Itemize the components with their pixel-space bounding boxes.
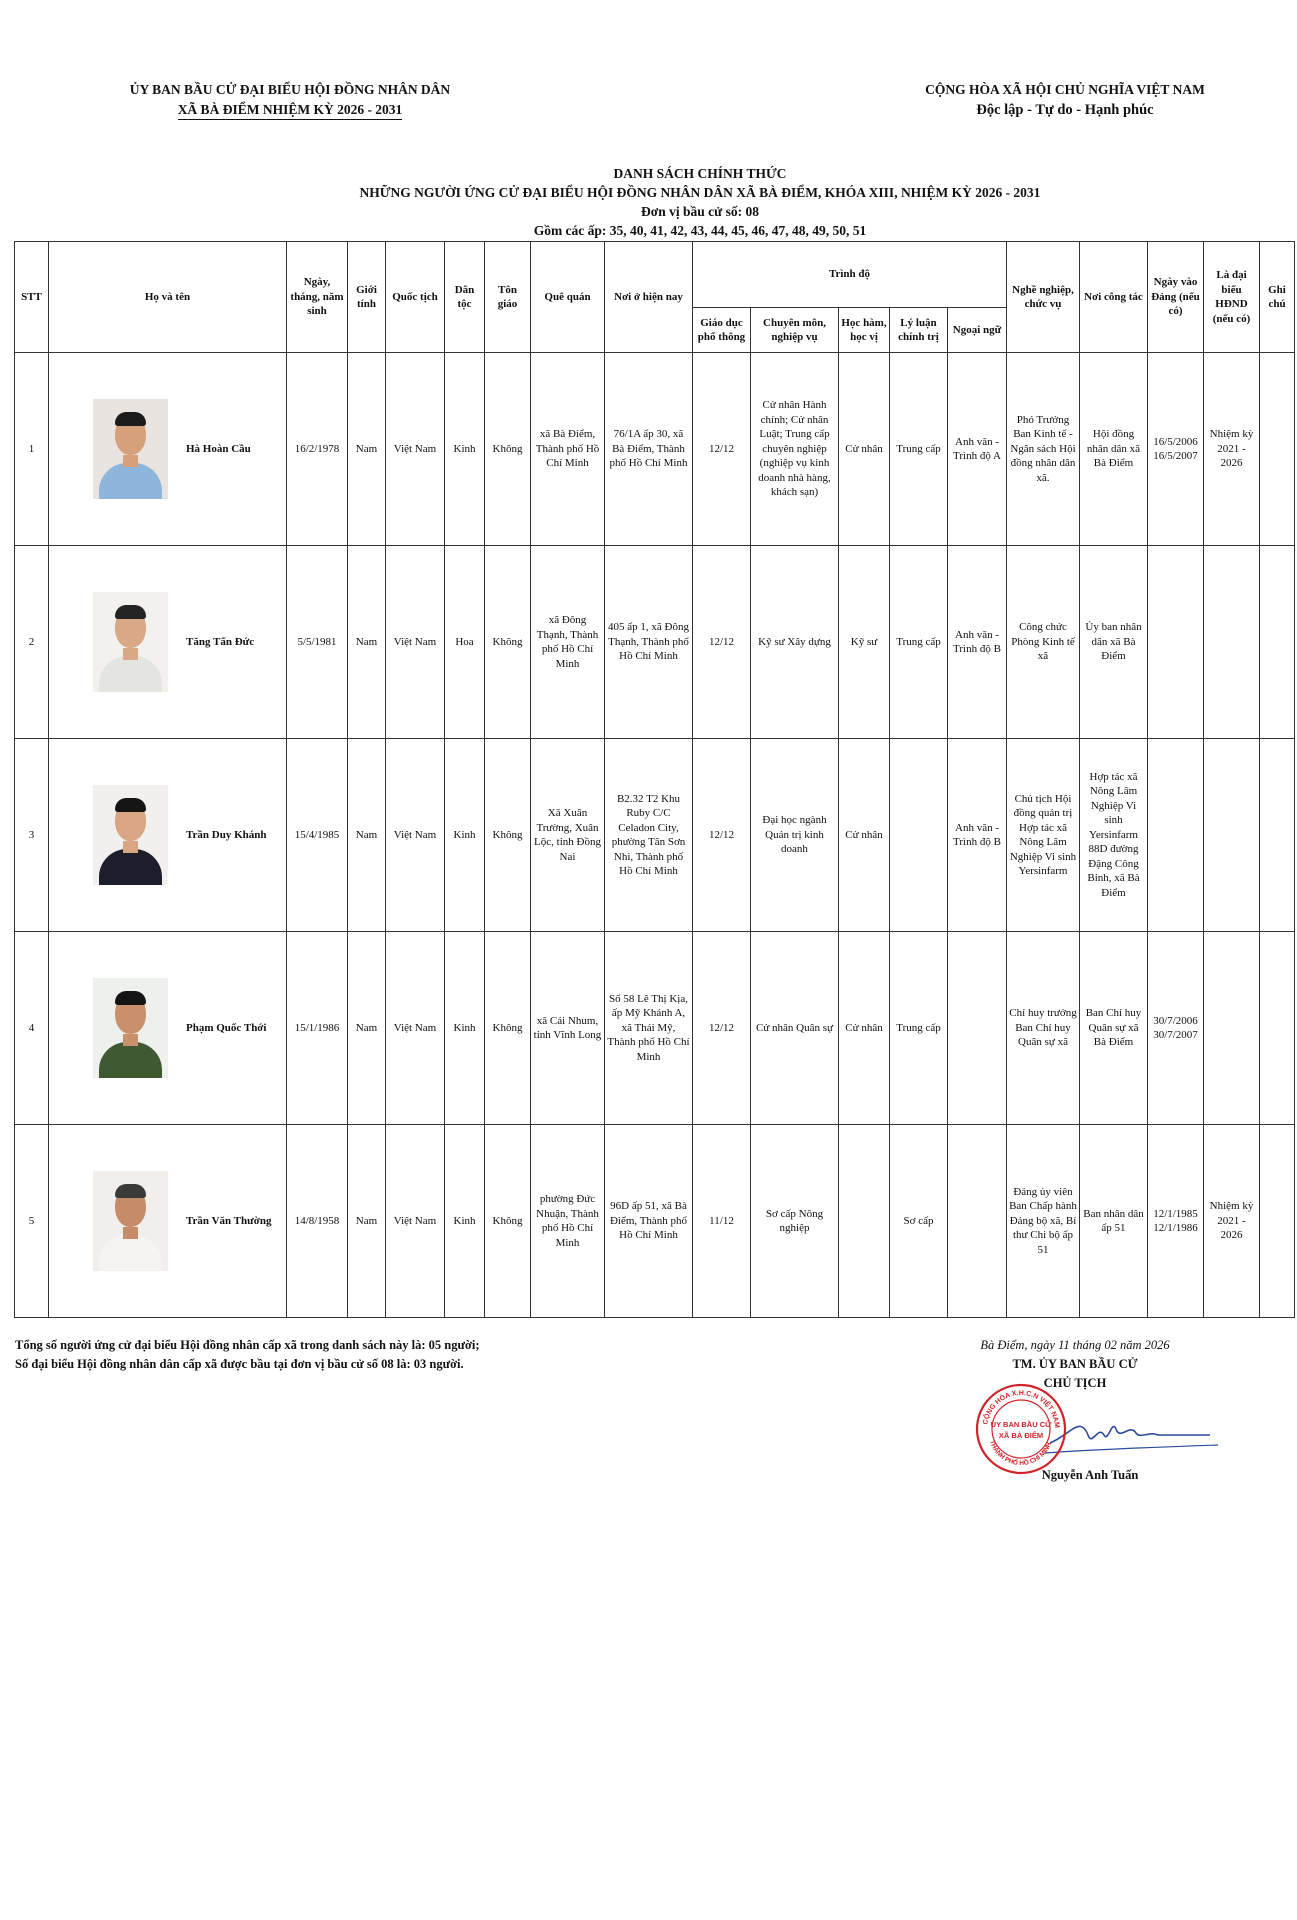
summary-total: Tổng số người ứng cử đại biểu Hội đồng nhân cấp xã trong danh sách này là: 05 người;	[15, 1338, 480, 1352]
table-row	[15, 546, 1295, 739]
cell-residence: 405 ấp 1, xã Đông Thạnh, Thành phố Hồ Chí Minh	[605, 546, 693, 739]
col-general-edu: Giáo dục phổ thông	[693, 308, 751, 353]
cell-dob: 5/5/1981	[287, 546, 348, 739]
cell-specialty: Cử nhân Quân sự	[751, 932, 839, 1125]
cell-party	[1148, 546, 1204, 739]
col-language: Ngoại ngữ	[948, 308, 1007, 353]
col-ethnicity: Dân tộc	[445, 242, 485, 353]
cell-occupation: Đảng ủy viên Ban Chấp hành Đảng bộ xã, Bí thư Chi bộ ấp 51	[1007, 1125, 1080, 1318]
col-gender: Giới tính	[348, 242, 386, 353]
cell-language	[948, 1125, 1007, 1318]
col-note: Ghi chú	[1260, 242, 1295, 353]
cell-language: Anh văn - Trình độ B	[948, 546, 1007, 739]
cell-ethnicity: Kinh	[445, 739, 485, 932]
cell-hometown: Xã Xuân Trường, Xuân Lộc, tỉnh Đồng Nai	[531, 739, 605, 932]
cell-language: Anh văn - Trình độ B	[948, 739, 1007, 932]
cell-hdnd: Nhiệm kỳ 2021 - 2026	[1204, 1125, 1260, 1318]
cell-stt: 1	[15, 353, 49, 546]
cell-party	[1148, 739, 1204, 932]
candidate-photo	[93, 592, 168, 692]
cell-note	[1260, 546, 1295, 739]
col-education-group: Trình độ	[693, 242, 1007, 308]
cell-language	[948, 932, 1007, 1125]
candidate-name: Trần Văn Thường	[186, 1214, 272, 1227]
cell-political: Sơ cấp	[890, 1125, 948, 1318]
national-header	[900, 80, 1230, 120]
cell-gender: Nam	[348, 739, 386, 932]
cell-party	[1148, 1125, 1204, 1318]
party-date-line2: 12/1/1986	[1153, 1222, 1198, 1234]
col-residence: Nơi ở hiện nay	[605, 242, 693, 353]
cell-nationality: Việt Nam	[386, 1125, 445, 1318]
cell-name	[49, 739, 287, 932]
cell-dob: 14/8/1958	[287, 1125, 348, 1318]
cell-ethnicity: Kinh	[445, 1125, 485, 1318]
col-stt: STT	[15, 242, 49, 353]
cell-occupation: Phó Trưởng Ban Kinh tế - Ngân sách Hội đồng nhân dân xã.	[1007, 353, 1080, 546]
cell-specialty: Đại học ngành Quản trị kinh doanh	[751, 739, 839, 932]
signing-org: TM. ỦY BAN BẦU CỬ	[1012, 1357, 1138, 1371]
cell-stt: 5	[15, 1125, 49, 1318]
cell-note	[1260, 739, 1295, 932]
cell-degree: Cử nhân	[839, 739, 890, 932]
title-line1: DANH SÁCH CHÍNH THỨC	[613, 166, 787, 181]
cell-hometown: xã Bà Điểm, Thành phố Hồ Chí Minh	[531, 353, 605, 546]
cell-residence: B2.32 T2 Khu Ruby C/C Celadon City, phường Tân Sơn Nhì, Thành phố Hồ Chí Minh	[605, 739, 693, 932]
issuer-line1: ỦY BAN BẦU CỬ ĐẠI BIỂU HỘI ĐỒNG NHÂN DÂN	[129, 82, 451, 97]
col-name: Họ và tên	[49, 242, 287, 353]
cell-name	[49, 353, 287, 546]
cell-hometown: xã Đông Thạnh, Thành phố Hồ Chí Minh	[531, 546, 605, 739]
cell-hometown: xã Cái Nhum, tỉnh Vĩnh Long	[531, 932, 605, 1125]
summary-notes	[15, 1336, 480, 1374]
cell-religion: Không	[485, 932, 531, 1125]
col-hometown: Quê quán	[531, 242, 605, 353]
cell-religion: Không	[485, 353, 531, 546]
col-workplace: Nơi công tác	[1080, 242, 1148, 353]
cell-residence: 76/1A ấp 30, xã Bà Điểm, Thành phố Hồ Chí Minh	[605, 353, 693, 546]
candidate-photo	[93, 1171, 168, 1271]
cell-general-edu: 11/12	[693, 1125, 751, 1318]
cell-specialty: Sơ cấp Nông nghiệp	[751, 1125, 839, 1318]
document-title	[200, 164, 1200, 240]
cell-political	[890, 739, 948, 932]
table-row	[15, 1125, 1295, 1318]
issuer-line2-text: XÃ BÀ ĐIỂM NHIỆM KỲ 2026 - 2031	[178, 101, 403, 120]
cell-gender: Nam	[348, 932, 386, 1125]
cell-party	[1148, 353, 1204, 546]
signing-position: CHỦ TỊCH	[1043, 1376, 1107, 1390]
candidate-table	[14, 241, 1295, 1318]
cell-dob: 16/2/1978	[287, 353, 348, 546]
candidate-photo	[93, 978, 168, 1078]
cell-hdnd: Nhiệm kỳ 2021 - 2026	[1204, 353, 1260, 546]
col-religion: Tôn giáo	[485, 242, 531, 353]
cell-gender: Nam	[348, 546, 386, 739]
candidate-photo	[93, 399, 168, 499]
signer-name: Nguyễn Anh Tuấn	[1041, 1468, 1139, 1482]
cell-general-edu: 12/12	[693, 932, 751, 1125]
candidate-photo	[93, 785, 168, 885]
cell-hdnd	[1204, 932, 1260, 1125]
table-row	[15, 932, 1295, 1125]
cell-political: Trung cấp	[890, 546, 948, 739]
cell-political: Trung cấp	[890, 353, 948, 546]
cell-nationality: Việt Nam	[386, 932, 445, 1125]
official-seal	[975, 1383, 1067, 1475]
cell-nationality: Việt Nam	[386, 546, 445, 739]
party-date-line2: 16/5/2007	[1153, 450, 1198, 462]
cell-gender: Nam	[348, 353, 386, 546]
cell-workplace: Ban Chỉ huy Quân sự xã Bà Điểm	[1080, 932, 1148, 1125]
title-line2: NHỮNG NGƯỜI ỨNG CỬ ĐẠI BIỂU HỘI ĐỒNG NHÂN DÂN XÃ BÀ ĐIỂM, KHÓA XIII, NHIỆM KỲ 2026 - 2031	[359, 185, 1041, 200]
col-specialty: Chuyên môn, nghiệp vụ	[751, 308, 839, 353]
cell-stt: 4	[15, 932, 49, 1125]
cell-occupation: Chỉ huy trưởng Ban Chỉ huy Quân sự xã	[1007, 932, 1080, 1125]
cell-workplace: Ban nhân dân ấp 51	[1080, 1125, 1148, 1318]
party-date-line2: 30/7/2007	[1153, 1029, 1198, 1041]
svg-text:XÃ BÀ ĐIỂM: XÃ BÀ ĐIỂM	[998, 1431, 1044, 1440]
svg-text:CỘNG HÒA X.H.C.N VIỆT NAM: CỘNG HÒA X.H.C.N VIỆT NAM	[982, 1389, 1061, 1429]
cell-political: Trung cấp	[890, 932, 948, 1125]
cell-language: Anh văn - Trình độ A	[948, 353, 1007, 546]
candidate-name: Phạm Quốc Thới	[186, 1021, 267, 1034]
cell-degree: Cử nhân	[839, 932, 890, 1125]
cell-religion: Không	[485, 1125, 531, 1318]
cell-general-edu: 12/12	[693, 546, 751, 739]
cell-hometown: phường Đức Nhuận, Thành phố Hồ Chí Minh	[531, 1125, 605, 1318]
issuer-line2	[110, 100, 470, 120]
cell-name	[49, 1125, 287, 1318]
svg-text:ỦY BAN BẦU CỬ: ỦY BAN BẦU CỬ	[990, 1420, 1052, 1429]
cell-occupation: Công chức Phòng Kinh tế xã	[1007, 546, 1080, 739]
col-hdnd: Là đại biểu HĐND (nếu có)	[1204, 242, 1260, 353]
cell-workplace: Hợp tác xã Nông Lâm Nghiệp Vi sinh Yersinfarm 88D đường Đặng Công Bỉnh, xã Bà Điểm	[1080, 739, 1148, 932]
col-occupation: Nghề nghiệp, chức vụ	[1007, 242, 1080, 353]
cell-stt: 3	[15, 739, 49, 932]
table-row	[15, 739, 1295, 932]
candidate-name: Tăng Tấn Đức	[186, 635, 255, 648]
title-line3: Đơn vị bầu cử số: 08	[641, 204, 759, 219]
party-date-line1: 30/7/2006	[1153, 1014, 1198, 1027]
col-dob: Ngày, tháng, năm sinh	[287, 242, 348, 353]
cell-stt: 2	[15, 546, 49, 739]
cell-religion: Không	[485, 546, 531, 739]
candidate-name: Trần Duy Khánh	[186, 828, 267, 841]
cell-dob: 15/4/1985	[287, 739, 348, 932]
cell-occupation: Chủ tịch Hội đồng quản trị Hợp tác xã Nông Lâm Nghiệp Vi sinh Yersinfarm	[1007, 739, 1080, 932]
cell-workplace: Hội đồng nhân dân xã Bà Điểm	[1080, 353, 1148, 546]
cell-dob: 15/1/1986	[287, 932, 348, 1125]
cell-name	[49, 546, 287, 739]
svg-text:THÀNH PHỐ HỒ CHÍ MINH: THÀNH PHỐ HỒ CHÍ MINH	[988, 1439, 1054, 1468]
cell-hdnd	[1204, 739, 1260, 932]
cell-note	[1260, 353, 1295, 546]
cell-specialty: Cử nhân Hành chính; Cử nhân Luật; Trung cấp chuyên nghiệp (nghiệp vụ kinh doanh nhà hàng, khách sạn)	[751, 353, 839, 546]
cell-note	[1260, 1125, 1295, 1318]
national-motto: Độc lập - Tự do - Hạnh phúc	[976, 102, 1154, 118]
cell-party	[1148, 932, 1204, 1125]
col-party-date: Ngày vào Đảng (nếu có)	[1148, 242, 1204, 353]
handwritten-signature	[1040, 1405, 1220, 1465]
cell-hdnd	[1204, 546, 1260, 739]
cell-note	[1260, 932, 1295, 1125]
cell-general-edu: 12/12	[693, 739, 751, 932]
col-political: Lý luận chính trị	[890, 308, 948, 353]
cell-ethnicity: Kinh	[445, 932, 485, 1125]
party-date-line1: 16/5/2006	[1153, 435, 1198, 448]
cell-ethnicity: Kinh	[445, 353, 485, 546]
summary-seats: Số đại biểu Hội đồng nhân dân cấp xã được bầu tại đơn vị bầu cử số 08 là: 03 người.	[15, 1357, 464, 1371]
cell-nationality: Việt Nam	[386, 353, 445, 546]
cell-ethnicity: Hoa	[445, 546, 485, 739]
party-date-line1: 12/1/1985	[1153, 1207, 1198, 1220]
cell-degree: Kỹ sư	[839, 546, 890, 739]
candidate-name: Hà Hoàn Cầu	[186, 442, 251, 455]
cell-nationality: Việt Nam	[386, 739, 445, 932]
table-row	[15, 353, 1295, 546]
title-line4: Gồm các ấp: 35, 40, 41, 42, 43, 44, 45, 46, 47, 48, 49, 50, 51	[533, 223, 867, 238]
cell-workplace: Ủy ban nhân dân xã Bà Điểm	[1080, 546, 1148, 739]
cell-general-edu: 12/12	[693, 353, 751, 546]
cell-residence: Số 58 Lê Thị Kịa, ấp Mỹ Khánh A, xã Thái Mỹ, Thành phố Hồ Chí Minh	[605, 932, 693, 1125]
date-place: Bà Điểm, ngày 11 tháng 02 năm 2026	[980, 1338, 1170, 1352]
col-degree: Học hàm, học vị	[839, 308, 890, 353]
cell-name	[49, 932, 287, 1125]
cell-degree: Cử nhân	[839, 353, 890, 546]
cell-degree	[839, 1125, 890, 1318]
cell-religion: Không	[485, 739, 531, 932]
national-line1: CỘNG HÒA XÃ HỘI CHỦ NGHĨA VIỆT NAM	[925, 82, 1205, 97]
cell-residence: 96D ấp 51, xã Bà Điểm, Thành phố Hồ Chí Minh	[605, 1125, 693, 1318]
issuer-header	[110, 80, 470, 120]
col-nationality: Quốc tịch	[386, 242, 445, 353]
cell-specialty: Kỹ sư Xây dựng	[751, 546, 839, 739]
cell-gender: Nam	[348, 1125, 386, 1318]
